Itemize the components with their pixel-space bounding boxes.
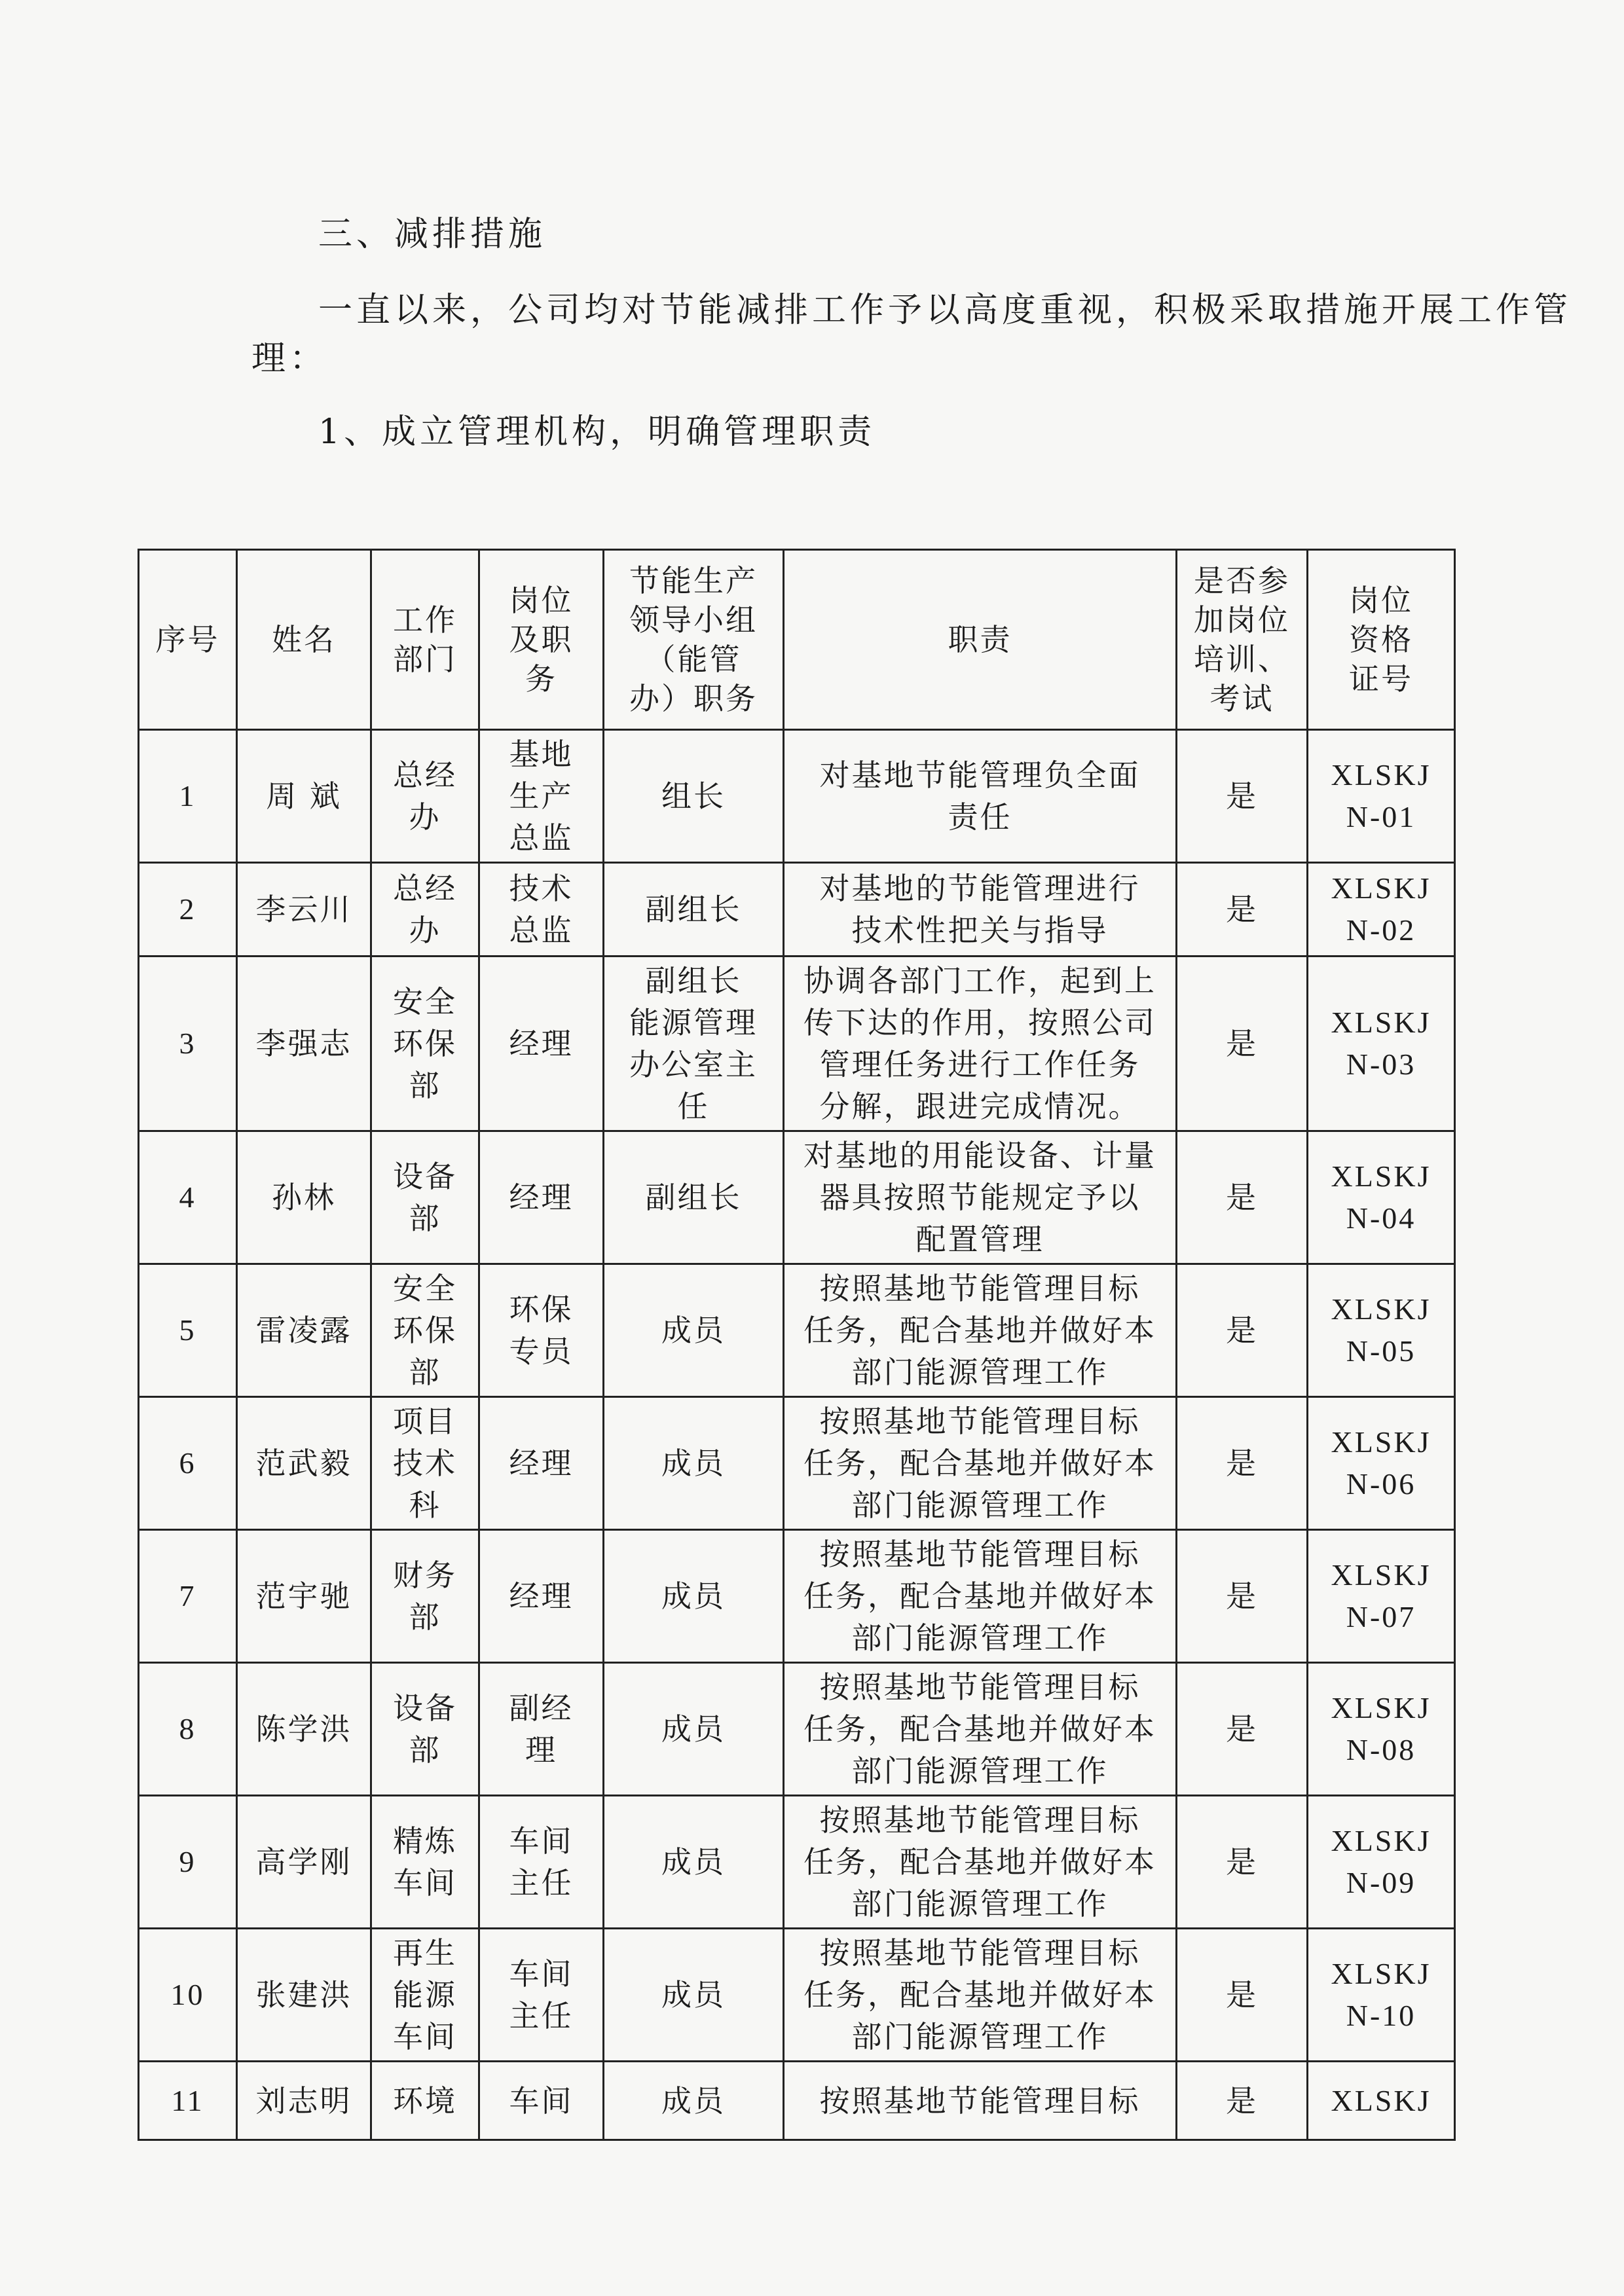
cell-training: 是	[1177, 863, 1308, 957]
cell-no: 8	[139, 1663, 237, 1796]
cell-duty: 按照基地节能管理目标 任务，配合基地并做好本 部门能源管理工作	[784, 1663, 1177, 1796]
table-row	[139, 1929, 1455, 2062]
cell-training: 是	[1177, 957, 1308, 1131]
table-row	[139, 1796, 1455, 1929]
cell-post: 经理	[479, 1131, 604, 1264]
cell-duty: 对基地的用能设备、计量 器具按照节能规定予以 配置管理	[784, 1131, 1177, 1264]
cell-training: 是	[1177, 1397, 1308, 1530]
cell-duty: 按照基地节能管理目标 任务，配合基地并做好本 部门能源管理工作	[784, 1397, 1177, 1530]
cell-duty: 按照基地节能管理目标 任务，配合基地并做好本 部门能源管理工作	[784, 1929, 1177, 2062]
table-row	[139, 2062, 1455, 2140]
cell-post: 技术 总监	[479, 863, 604, 957]
cell-post: 经理	[479, 1530, 604, 1663]
cell-post: 车间	[479, 2062, 604, 2140]
cell-name: 高学刚	[237, 1796, 371, 1929]
cell-dept: 安全 环保 部	[371, 957, 479, 1131]
cell-no: 11	[139, 2062, 237, 2140]
cell-role: 成员	[604, 1264, 784, 1397]
cell-certificate: XLSKJ N-03	[1308, 957, 1455, 1131]
cell-dept: 总经 办	[371, 730, 479, 863]
cell-certificate: XLSKJ N-10	[1308, 1929, 1455, 2062]
header-certificate: 岗位 资格 证号	[1308, 550, 1455, 730]
section-heading: 三、减排措施	[318, 215, 547, 254]
cell-name: 范宇驰	[237, 1530, 371, 1663]
header-duty: 职责	[784, 550, 1177, 730]
cell-post: 车间 主任	[479, 1929, 604, 2062]
cell-dept: 设备 部	[371, 1131, 479, 1264]
header-dept: 工作 部门	[371, 550, 479, 730]
cell-role: 副组长	[604, 1131, 784, 1264]
header-post: 岗位 及职 务	[479, 550, 604, 730]
cell-certificate: XLSKJ	[1308, 2062, 1455, 2140]
header-name: 姓名	[237, 550, 371, 730]
cell-name: 张建洪	[237, 1929, 371, 2062]
header-no: 序号	[139, 550, 237, 730]
cell-duty: 对基地节能管理负全面 责任	[784, 730, 1177, 863]
cell-certificate: XLSKJ N-09	[1308, 1796, 1455, 1929]
header-role: 节能生产 领导小组 （能管 办）职务	[604, 550, 784, 730]
table-row	[139, 730, 1455, 863]
cell-certificate: XLSKJ N-02	[1308, 863, 1455, 957]
cell-name: 范武毅	[237, 1397, 371, 1530]
cell-certificate: XLSKJ N-07	[1308, 1530, 1455, 1663]
cell-post: 副经 理	[479, 1663, 604, 1796]
cell-duty: 按照基地节能管理目标 任务，配合基地并做好本 部门能源管理工作	[784, 1264, 1177, 1397]
cell-no: 10	[139, 1929, 237, 2062]
cell-role: 成员	[604, 1796, 784, 1929]
cell-certificate: XLSKJ N-06	[1308, 1397, 1455, 1530]
cell-dept: 总经 办	[371, 863, 479, 957]
cell-duty: 按照基地节能管理目标	[784, 2062, 1177, 2140]
cell-role: 成员	[604, 2062, 784, 2140]
header-training: 是否参 加岗位 培训、 考试	[1177, 550, 1308, 730]
cell-post: 经理	[479, 1397, 604, 1530]
intro-paragraph-line-1: 一直以来，公司均对节能减排工作予以高度重视，积极采取措施开展工作管	[318, 291, 1572, 330]
cell-name: 孙林	[237, 1131, 371, 1264]
cell-training: 是	[1177, 730, 1308, 863]
cell-dept: 财务 部	[371, 1530, 479, 1663]
cell-no: 1	[139, 730, 237, 863]
cell-training: 是	[1177, 2062, 1308, 2140]
cell-no: 3	[139, 957, 237, 1131]
cell-name: 雷凌露	[237, 1264, 371, 1397]
cell-name: 陈学洪	[237, 1663, 371, 1796]
cell-duty: 对基地的节能管理进行 技术性把关与指导	[784, 863, 1177, 957]
table-row	[139, 1397, 1455, 1530]
table-row	[139, 1131, 1455, 1264]
cell-name: 李云川	[237, 863, 371, 957]
cell-training: 是	[1177, 1929, 1308, 2062]
cell-certificate: XLSKJ N-05	[1308, 1264, 1455, 1397]
cell-dept: 再生 能源 车间	[371, 1929, 479, 2062]
cell-role: 成员	[604, 1663, 784, 1796]
cell-no: 5	[139, 1264, 237, 1397]
table-row	[139, 1264, 1455, 1397]
cell-no: 2	[139, 863, 237, 957]
table-header-row	[139, 550, 1455, 730]
cell-no: 9	[139, 1796, 237, 1929]
cell-dept: 环境	[371, 2062, 479, 2140]
cell-training: 是	[1177, 1796, 1308, 1929]
cell-training: 是	[1177, 1530, 1308, 1663]
energy-management-table	[138, 549, 1456, 2141]
cell-name: 周 斌	[237, 730, 371, 863]
table-row	[139, 1663, 1455, 1796]
cell-duty: 按照基地节能管理目标 任务，配合基地并做好本 部门能源管理工作	[784, 1530, 1177, 1663]
cell-post: 基地 生产 总监	[479, 730, 604, 863]
cell-role: 成员	[604, 1929, 784, 2062]
cell-dept: 精炼 车间	[371, 1796, 479, 1929]
cell-training: 是	[1177, 1131, 1308, 1264]
table-row	[139, 1530, 1455, 1663]
cell-certificate: XLSKJ N-01	[1308, 730, 1455, 863]
cell-role: 副组长 能源管理 办公室主 任	[604, 957, 784, 1131]
cell-role: 副组长	[604, 863, 784, 957]
cell-role: 组长	[604, 730, 784, 863]
cell-duty: 协调各部门工作，起到上 传下达的作用，按照公司 管理任务进行工作任务 分解，跟进完成情况。	[784, 957, 1177, 1131]
cell-dept: 设备 部	[371, 1663, 479, 1796]
cell-training: 是	[1177, 1264, 1308, 1397]
cell-post: 经理	[479, 957, 604, 1131]
cell-no: 7	[139, 1530, 237, 1663]
cell-role: 成员	[604, 1397, 784, 1530]
table-row	[139, 957, 1455, 1131]
cell-certificate: XLSKJ N-08	[1308, 1663, 1455, 1796]
cell-training: 是	[1177, 1663, 1308, 1796]
cell-duty: 按照基地节能管理目标 任务，配合基地并做好本 部门能源管理工作	[784, 1796, 1177, 1929]
table-row	[139, 863, 1455, 957]
cell-post: 环保 专员	[479, 1264, 604, 1397]
cell-role: 成员	[604, 1530, 784, 1663]
cell-name: 刘志明	[237, 2062, 371, 2140]
cell-dept: 项目 技术 科	[371, 1397, 479, 1530]
cell-dept: 安全 环保 部	[371, 1264, 479, 1397]
cell-certificate: XLSKJ N-04	[1308, 1131, 1455, 1264]
cell-no: 6	[139, 1397, 237, 1530]
cell-post: 车间 主任	[479, 1796, 604, 1929]
cell-no: 4	[139, 1131, 237, 1264]
cell-name: 李强志	[237, 957, 371, 1131]
sub-heading: 1、成立管理机构，明确管理职责	[318, 412, 876, 452]
intro-paragraph-line-2: 理：	[251, 339, 328, 378]
